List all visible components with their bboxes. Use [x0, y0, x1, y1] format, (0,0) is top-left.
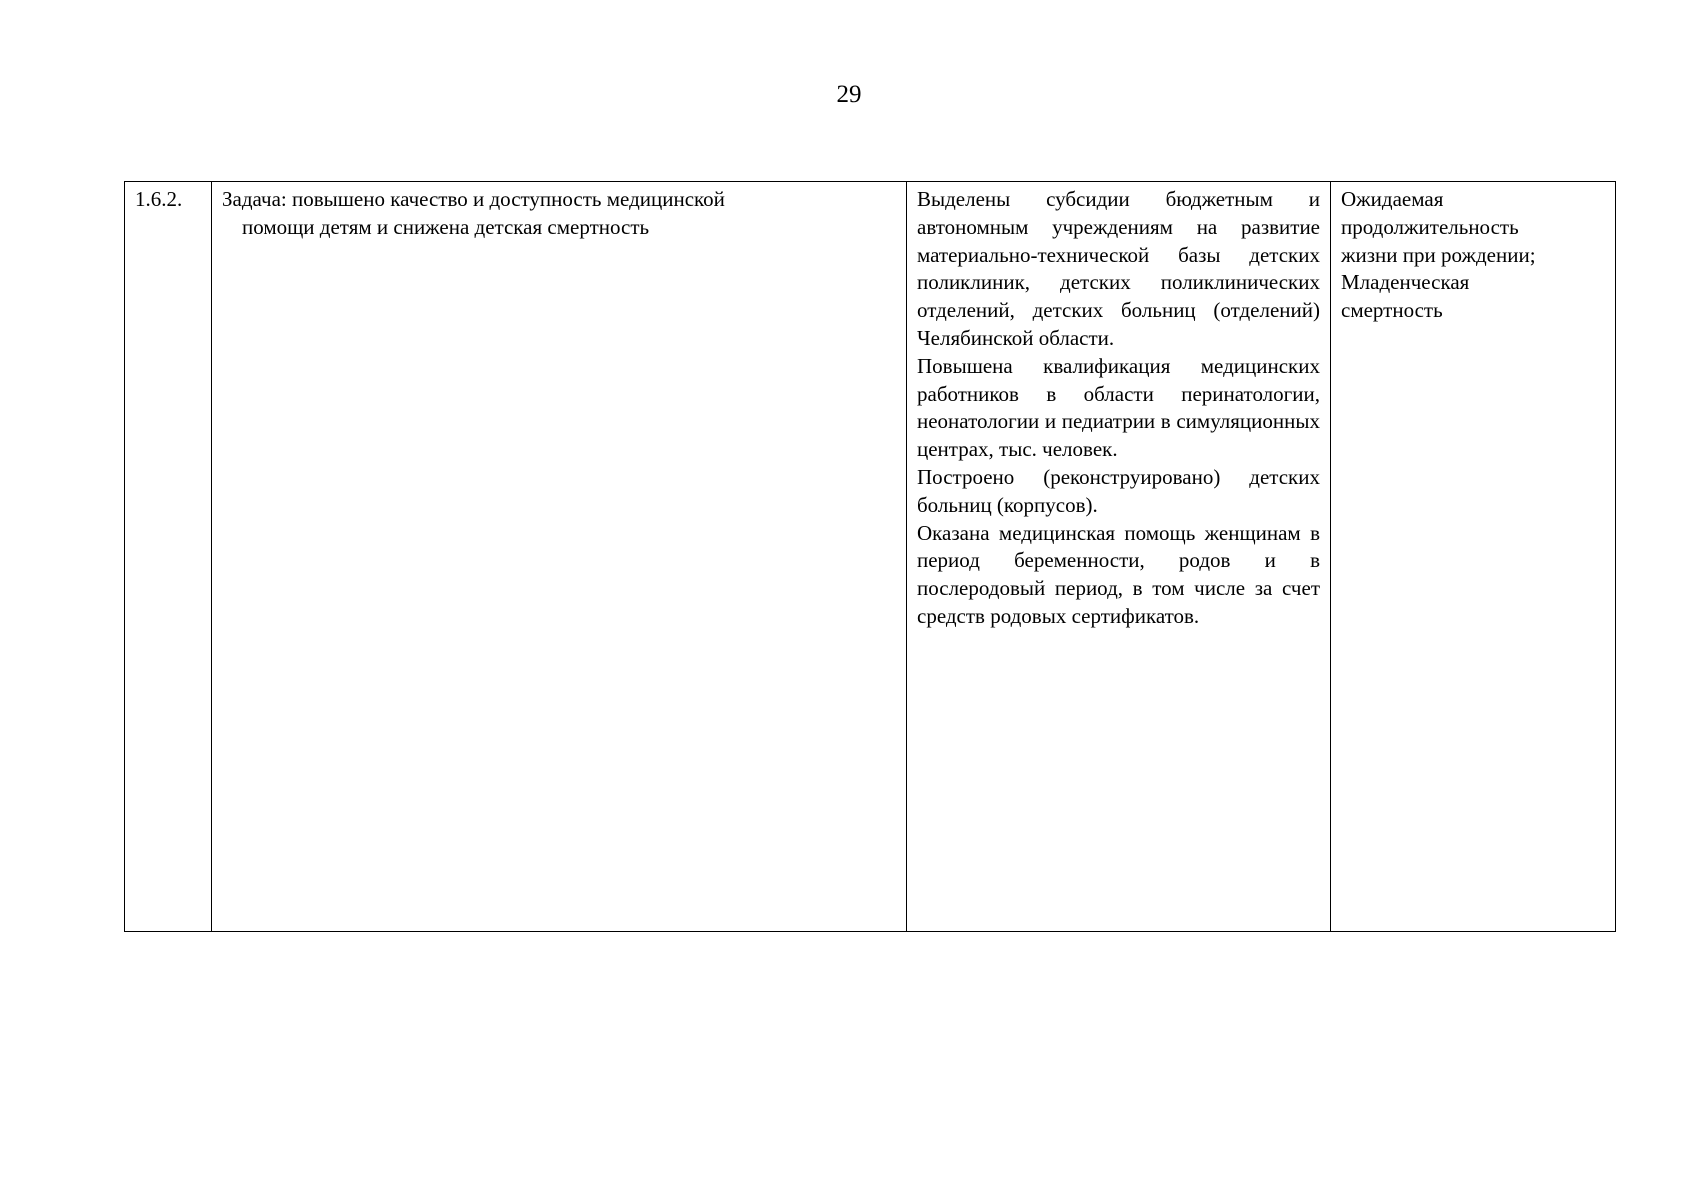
indicator-line: Младенческая [1341, 270, 1470, 295]
task-text-line-2: помощи детям и снижена детская смертность [242, 214, 650, 239]
task-text-line-1: Задача: повышено качество и доступность медицинской [222, 187, 725, 211]
result-paragraph-medical-care: Оказана медицинская помощь женщинам в период беременности, родов и в послеродовый период, в том числе за счет средств родовых сертификатов. [917, 520, 1320, 628]
result-paragraph-construction: Построено (реконструировано) детских больниц (корпусов). [917, 464, 1320, 517]
indicator-line: жизни при рождении; [1341, 242, 1536, 267]
indicator-line: продолжительность [1341, 214, 1519, 239]
indicator-line: смертность [1341, 298, 1443, 323]
row-number: 1.6.2. [135, 187, 183, 211]
indicator-line: Ожидаемая [1341, 187, 1444, 211]
program-table [124, 181, 1616, 932]
page-number: 29 [836, 81, 862, 108]
row-number-cell [125, 182, 212, 932]
indicators-cell [1331, 182, 1616, 932]
table-row [125, 182, 1616, 932]
results-cell [907, 182, 1331, 932]
result-paragraph-subsidies: Выделены субсидии бюджетным и автономным учреждениям на развитие материально-технической базы детских поликлиник, детских поликлинических отделений, детских больниц (отделений) Челябинской области. [917, 187, 1320, 350]
task-cell [212, 182, 907, 932]
result-paragraph-qualification: Повышена квалификация медицинских работников в области перинатологии, неонатологии и педиатрии в симуляционных центрах, тыс. человек. [917, 353, 1320, 462]
